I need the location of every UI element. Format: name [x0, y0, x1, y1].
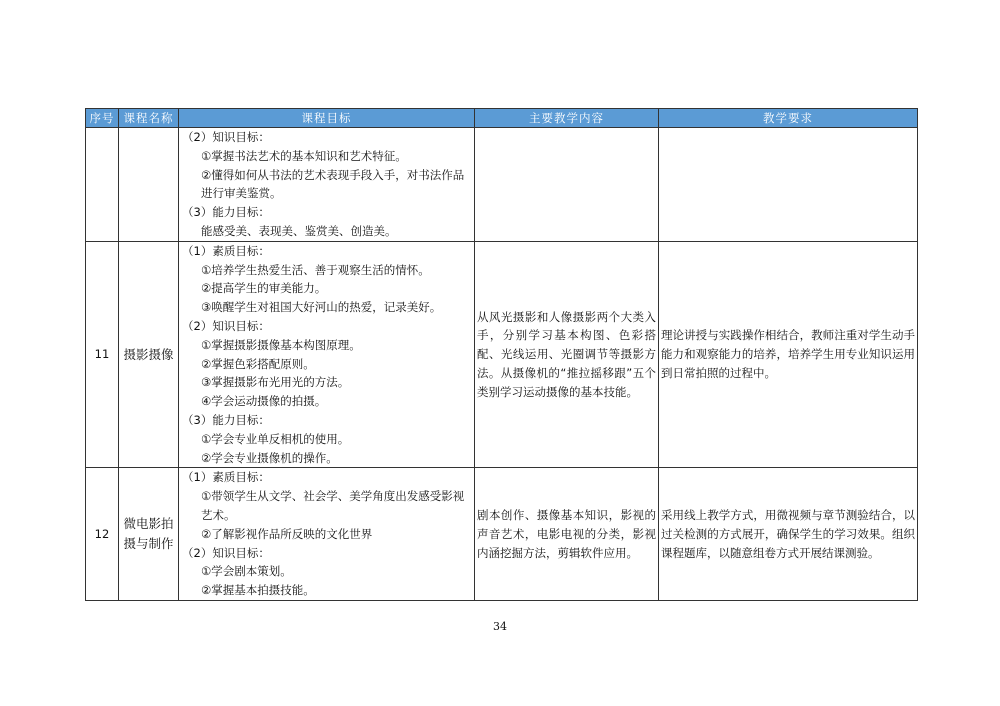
goal-item: ②学会专业摄像机的操作。 [201, 450, 338, 465]
teaching-requirements [659, 128, 918, 242]
header-course-goals: 课程目标 [179, 109, 475, 128]
table-row [86, 468, 918, 601]
goal-item: ①带领学生从文学、社会学、美学角度出发感受影视艺术。 [201, 489, 465, 522]
main-content: 从风光摄影和人像摄影两个大类入手，分别学习基本构图、色彩搭配、光线运用、光圈调节等摄影方法。从摄像机的“推拉摇移跟”五个类别学习运动摄像的基本技能。 [475, 241, 659, 468]
header-course-name: 课程名称 [119, 109, 179, 128]
goal-heading: （2）知识目标： [182, 130, 270, 144]
goal-item: ②掌握基本拍摄技能。 [201, 583, 315, 598]
goal-heading: （1）素质目标： [182, 470, 270, 485]
goal-heading: （2）知识目标： [182, 545, 270, 560]
goal-item: ①学会剧本策划。 [201, 564, 292, 579]
goal-item: ③唤醒学生对祖国大好河山的热爱，记录美好。 [201, 300, 442, 315]
goal-item: ④学会运动摄像的拍摄。 [201, 394, 327, 409]
table-header-row [86, 109, 918, 128]
goal-item: ②提高学生的审美能力。 [201, 281, 327, 296]
goal-item: ②掌握色彩搭配原则。 [201, 356, 315, 371]
goal-item: ②了解影视作品所反映的文化世界 [201, 526, 373, 541]
main-content [475, 128, 659, 242]
goal-item: ①掌握摄影摄像基本构图原理。 [201, 337, 361, 352]
row-number: 12 [86, 468, 119, 601]
curriculum-table [85, 108, 918, 601]
course-goals [179, 241, 475, 468]
goal-heading: （3）能力目标： [182, 205, 270, 220]
goal-heading: （1）素质目标： [182, 243, 270, 258]
course-name: 微电影拍摄与制作 [119, 468, 179, 601]
goal-item: ③掌握摄影布光用光的方法。 [201, 375, 350, 390]
page-number: 34 [493, 620, 507, 633]
goal-heading: （2）知识目标： [182, 318, 270, 333]
course-name [119, 128, 179, 242]
goal-heading: （3）能力目标： [182, 412, 270, 427]
goal-item: ①掌握书法艺术的基本知识和艺术特征。 [201, 148, 407, 163]
teaching-requirements: 理论讲授与实践操作相结合，教师注重对学生动手能力和观察能力的培养，培养学生用专业知识运用到日常拍照的过程中。 [659, 241, 918, 468]
goal-item: ①学会专业单反相机的使用。 [201, 431, 350, 446]
header-main-content: 主要教学内容 [475, 109, 659, 128]
row-number: 11 [86, 241, 119, 468]
course-name: 摄影摄像 [119, 241, 179, 468]
main-content: 剧本创作、摄像基本知识，影视的声音艺术，电影电视的分类，影视内涵挖掘方法，剪辑软件应用。 [475, 468, 659, 601]
row-number [86, 128, 119, 242]
table-row [86, 241, 918, 468]
goal-item: ①培养学生热爱生活、善于观察生活的情怀。 [201, 262, 430, 277]
header-requirements: 教学要求 [659, 109, 918, 128]
course-goals [179, 128, 475, 242]
goal-item: 能感受美、表现美、鉴赏美、创造美。 [201, 223, 397, 238]
goal-item: ②懂得如何从书法的艺术表现手段入手，对书法作品进行审美鉴赏。 [201, 167, 465, 201]
course-goals [179, 468, 475, 601]
teaching-requirements: 采用线上教学方式，用微视频与章节测验结合，以过关检测的方式展开，确保学生的学习效果。组织课程题库，以随意组卷方式开展结课测验。 [659, 468, 918, 601]
header-no: 序号 [86, 109, 119, 128]
table-row [86, 128, 918, 242]
